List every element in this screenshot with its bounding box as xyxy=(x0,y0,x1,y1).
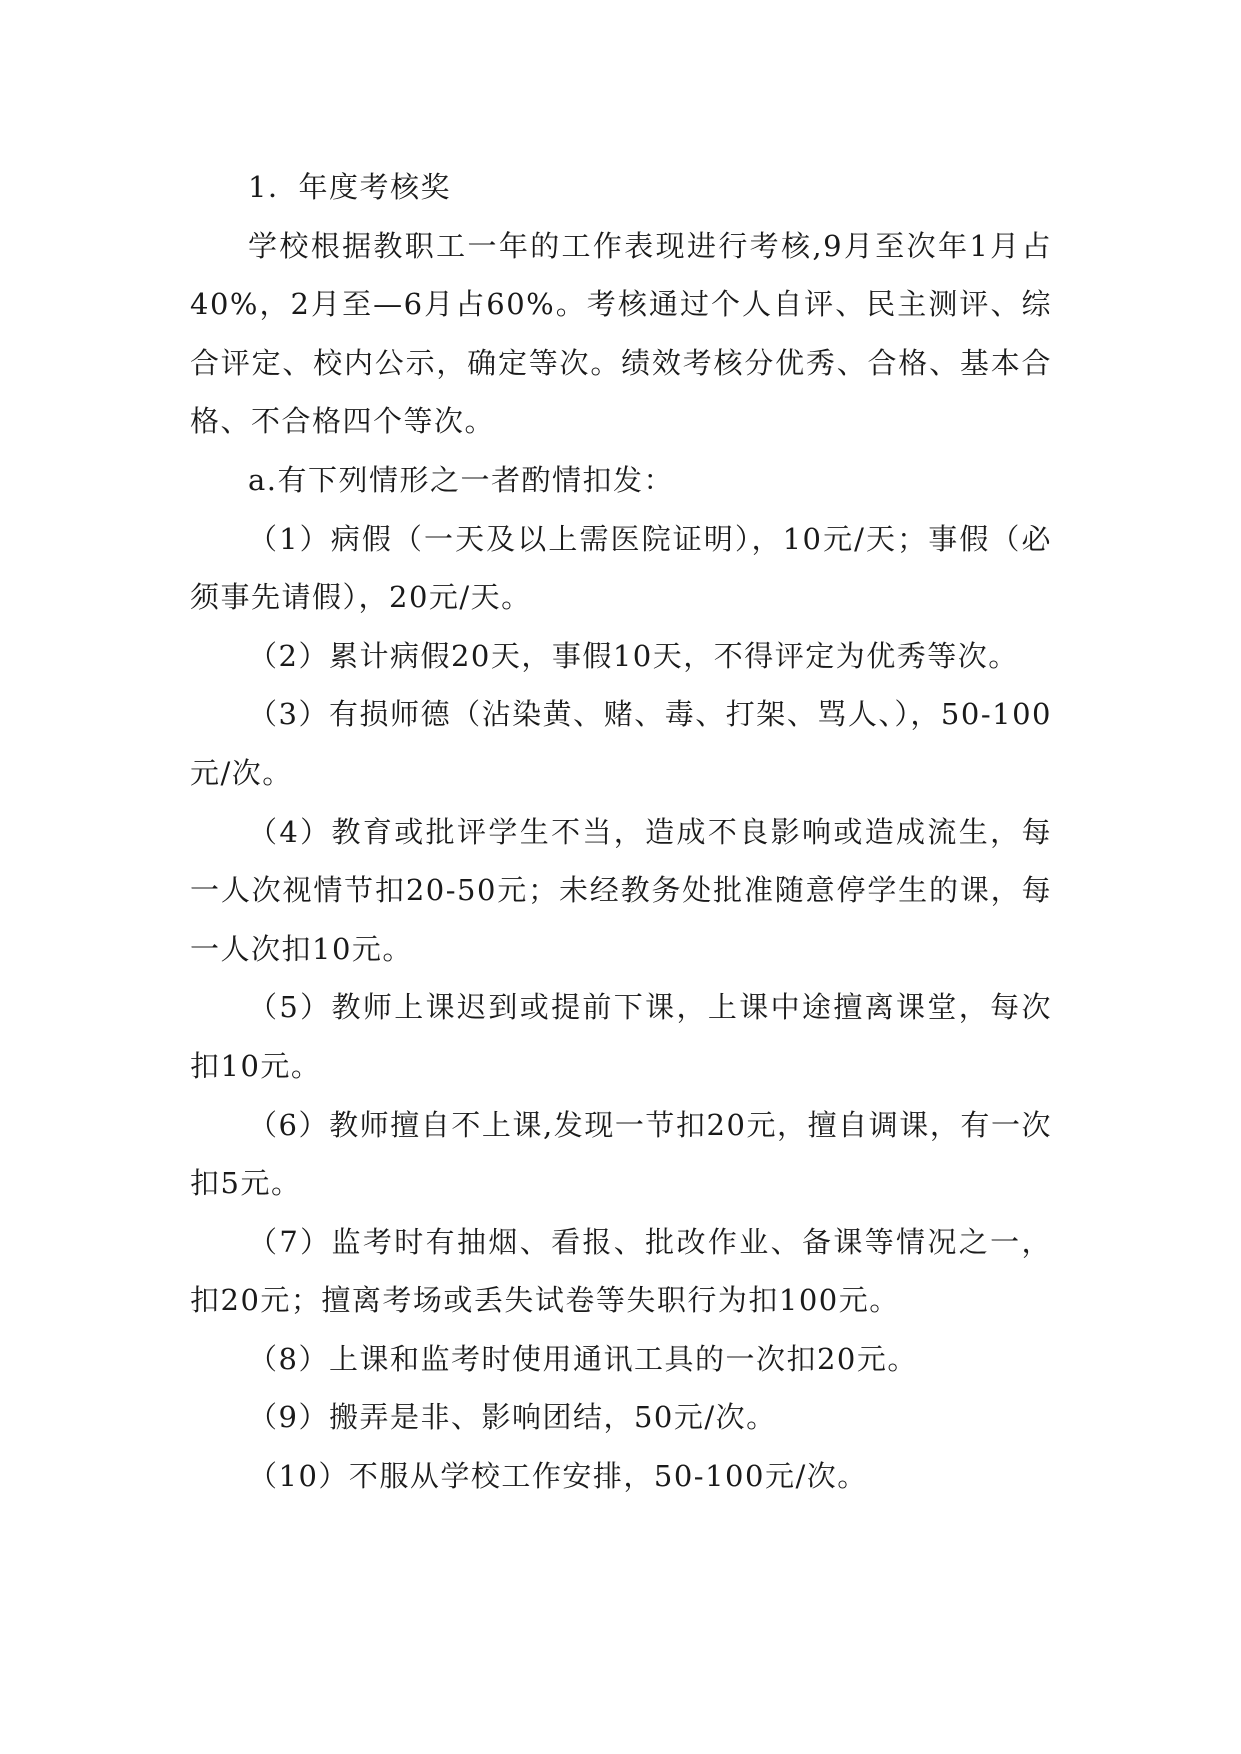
paragraph-deduction-intro: a.有下列情形之一者酌情扣发： xyxy=(248,462,675,497)
paragraph-item-4: （4）教育或批评学生不当，造成不良影响或造成流生，每一人次视情节扣20-50元；未经教务处批准随意停学生的课，每一人次扣10元。 xyxy=(190,814,1052,966)
paragraph-item-8: （8）上课和监考时使用通讯工具的一次扣20元。 xyxy=(248,1341,918,1376)
paragraph-item-7: （7）监考时有抽烟、看报、批改作业、备课等情况之一，扣20元；擅离考场或丢失试卷等失职行为扣100元。 xyxy=(190,1224,1052,1318)
document-body xyxy=(190,158,1052,1506)
paragraph-item-1: （1）病假（一天及以上需医院证明），10元/天；事假（必须事先请假），20元/天。 xyxy=(190,521,1052,615)
section-heading: 1．年度考核奖 xyxy=(248,170,451,204)
paragraph-item-6: （6）教师擅自不上课,发现一节扣20元，擅自调课，有一次扣5元。 xyxy=(190,1107,1052,1201)
paragraph-item-5: （5）教师上课迟到或提前下课，上课中途擅离课堂，每次扣10元。 xyxy=(190,990,1052,1083)
paragraph-intro: 学校根据教职工一年的工作表现进行考核,9月至次年1月占40%，2月至—6月占60%。考核通过个人自评、民主测评、综合评定、校内公示，确定等次。绩效考核分优秀、合格、基本合格、不合格四个等次。 xyxy=(190,228,1052,439)
paragraph-item-9: （9）搬弄是非、影响团结，50元/次。 xyxy=(248,1400,777,1435)
paragraph-item-3: （3）有损师德（沾染黄、赌、毒、打架、骂人、），50-100元/次。 xyxy=(190,697,1052,790)
paragraph-item-10: （10）不服从学校工作安排，50-100元/次。 xyxy=(248,1459,868,1494)
paragraph-item-2: （2）累计病假20天，事假10天，不得评定为优秀等次。 xyxy=(248,638,1019,673)
